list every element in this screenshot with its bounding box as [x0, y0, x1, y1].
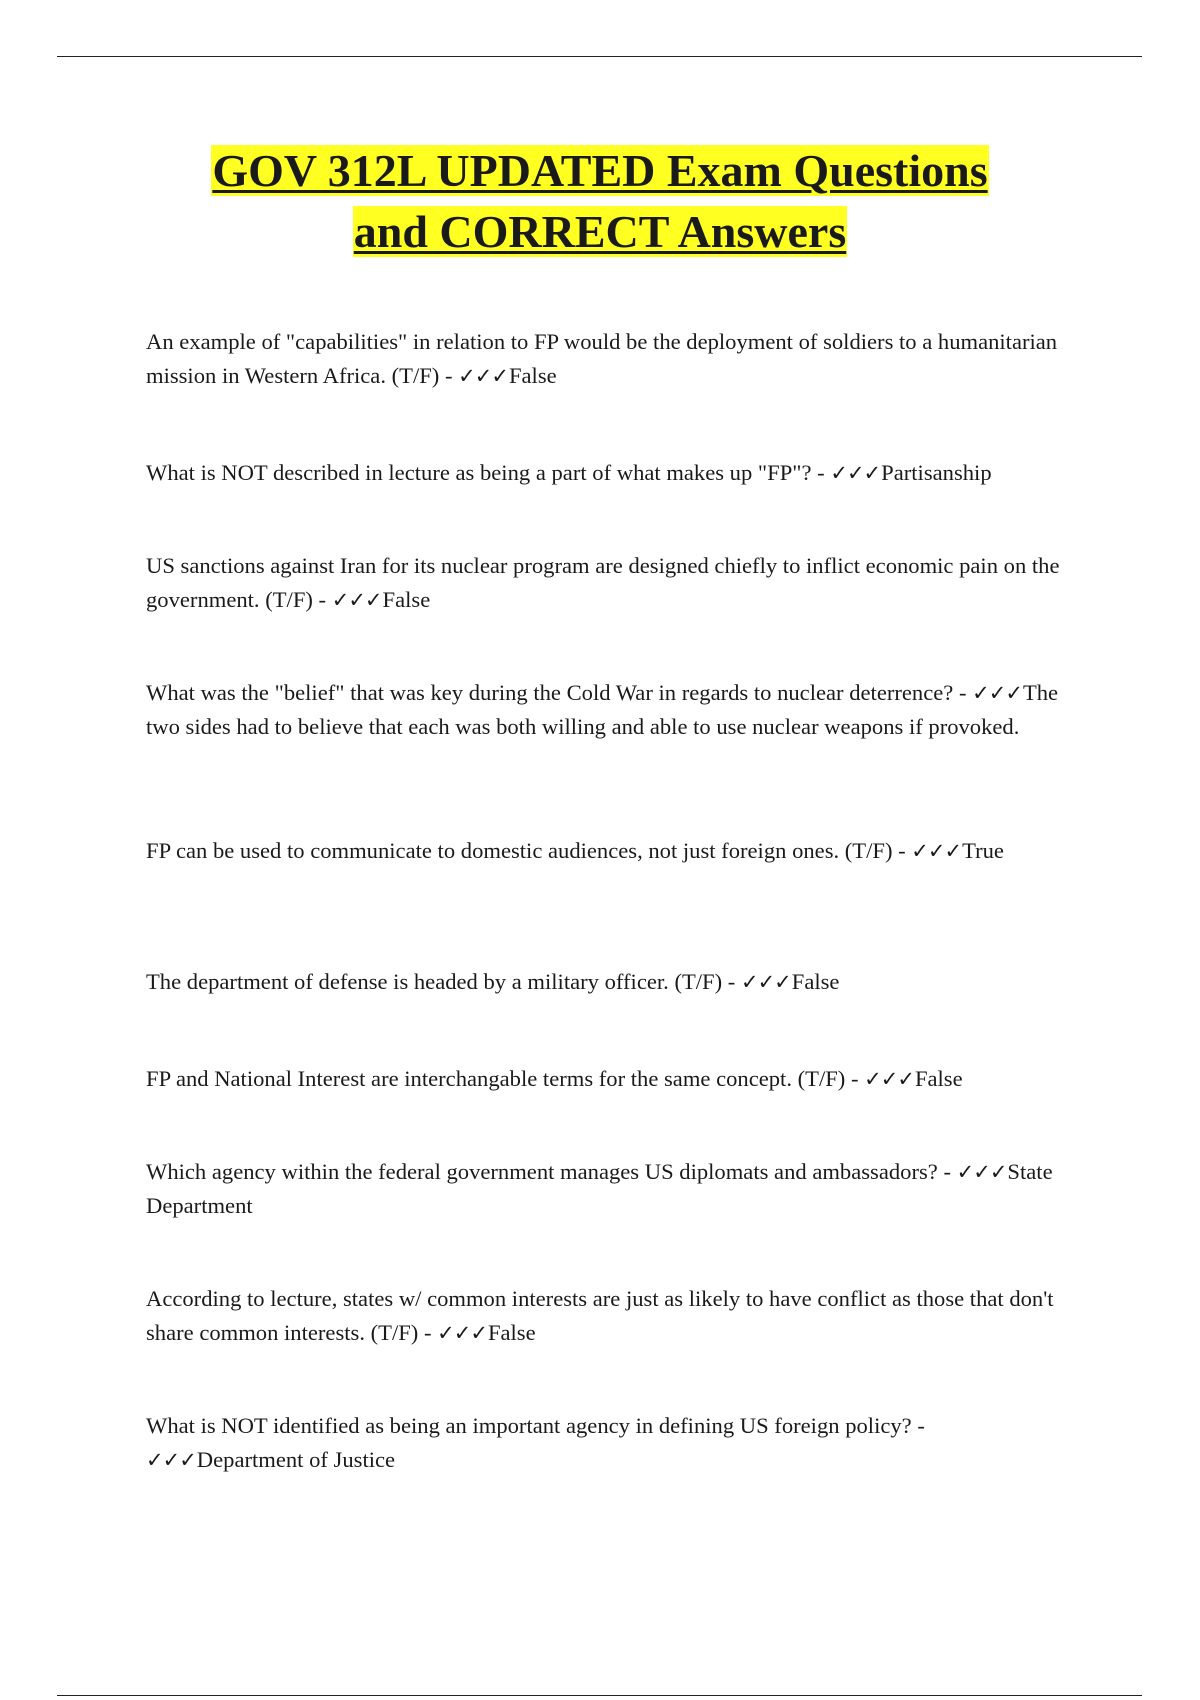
title-line-1: GOV 312L UPDATED Exam Questions — [212, 145, 988, 196]
answer-text: False — [382, 587, 431, 612]
qa-item-9 — [146, 1282, 1076, 1350]
qa-item-6 — [146, 965, 1076, 999]
title-line-2: and CORRECT Answers — [353, 206, 847, 257]
question-text: The department of defense is headed by a military officer. (T/F) - — [146, 969, 741, 994]
qa-item-10 — [146, 1409, 1076, 1477]
qa-item-8 — [146, 1155, 1076, 1223]
answer-text: State Department — [146, 1159, 1053, 1218]
qa-item-5 — [146, 834, 1076, 868]
question-text: According to lecture, states w/ common interests are just as likely to have conflict as those that don't share common interests. (T/F) - — [146, 1286, 1054, 1345]
answer-text: True — [962, 838, 1004, 863]
answer-text: False — [508, 363, 557, 388]
checkmark-icon: ✓✓✓ — [956, 1160, 1007, 1184]
answer-text: Department of Justice — [196, 1447, 396, 1472]
answer-text: False — [791, 969, 840, 994]
checkmark-icon: ✓✓✓ — [331, 588, 382, 612]
question-text: FP can be used to communicate to domestic audiences, not just foreign ones. (T/F) - — [146, 838, 912, 863]
checkmark-icon: ✓✓✓ — [437, 1321, 487, 1345]
question-text: FP and National Interest are interchangable terms for the same concept. (T/F) - — [146, 1066, 865, 1091]
question-text: US sanctions against Iran for its nuclear program are designed chiefly to inflict economic pain on the government. (T/F) - — [146, 553, 1060, 612]
question-text: What was the "belief" that was key during the Cold War in regards to nuclear deterrence? - — [146, 680, 973, 705]
answer-text: Partisanship — [881, 460, 992, 485]
header-rule — [57, 56, 1142, 57]
qa-item-7 — [146, 1062, 1076, 1096]
question-text: Which agency within the federal government manages US diplomats and ambassadors? - — [146, 1159, 957, 1184]
qa-item-4 — [146, 676, 1076, 744]
answer-text: False — [487, 1320, 536, 1345]
footer-rule — [57, 1695, 1142, 1696]
qa-item-1 — [146, 325, 1076, 393]
checkmark-icon: ✓✓✓ — [458, 364, 508, 388]
answer-text: False — [914, 1066, 963, 1091]
qa-item-2 — [146, 456, 1076, 490]
answer-text: The two sides had to believe that each was both willing and able to use nuclear weapons if provoked. — [146, 680, 1059, 739]
question-text: What is NOT described in lecture as being a part of what makes up "FP"? - — [146, 460, 831, 485]
question-text: What is NOT identified as being an important agency in defining US foreign policy? - — [146, 1413, 925, 1438]
qa-item-3 — [146, 549, 1076, 617]
question-text: An example of "capabilities" in relation to FP would be the deployment of soldiers to a humanitarian mission in Western Africa. (T/F) - — [146, 329, 1058, 388]
checkmark-icon: ✓✓✓ — [740, 970, 791, 994]
checkmark-icon: ✓✓✓ — [146, 1448, 196, 1472]
checkmark-icon: ✓✓✓ — [864, 1067, 914, 1091]
checkmark-icon: ✓✓✓ — [830, 461, 881, 485]
document-title — [100, 140, 1100, 262]
checkmark-icon: ✓✓✓ — [972, 681, 1022, 705]
checkmark-icon: ✓✓✓ — [911, 839, 962, 863]
